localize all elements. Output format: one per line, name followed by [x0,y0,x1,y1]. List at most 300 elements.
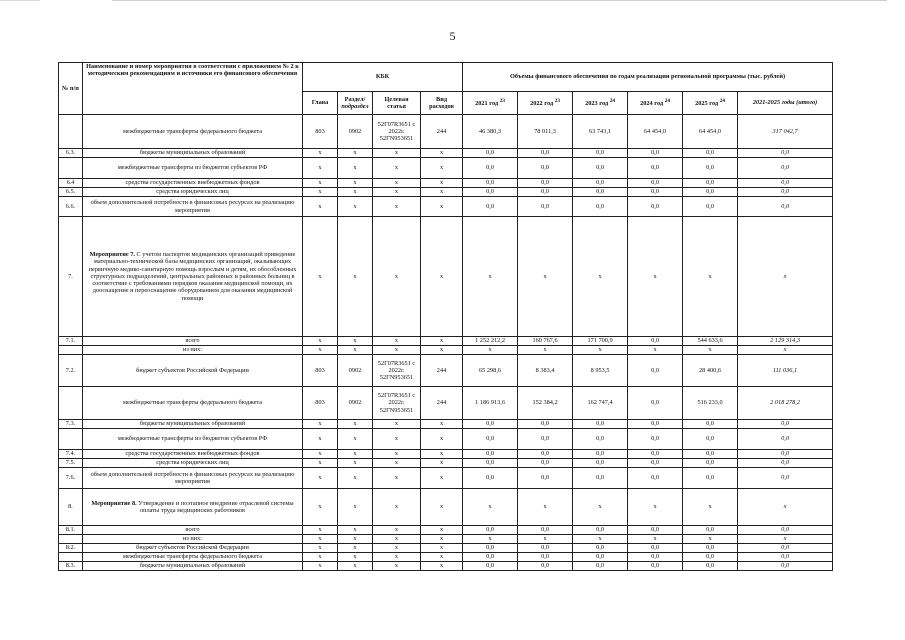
cell-y2021: x [463,346,518,355]
table-row [59,489,833,526]
row-name [83,217,303,337]
table-row [59,429,833,450]
cell-glava: x [303,459,338,468]
cell-y2023: 0,0 [573,450,628,459]
measure-title: Мероприятие 8. [91,499,137,507]
table-row [59,526,833,535]
row-name: средства юридических лиц [83,188,303,197]
cell-y2025: 0,0 [683,429,738,450]
table-row [59,355,833,387]
cell-y2025: 0,0 [683,459,738,468]
row-number: 7.4. [59,450,83,459]
cell-y2021: 0,0 [463,429,518,450]
cell-y2024: x [628,535,683,544]
header-kbk: КБК [303,63,463,92]
cell-vid: x [421,158,463,179]
table-row [59,459,833,468]
cell-y2025: x [683,489,738,526]
row-name [83,489,303,526]
top-border [112,0,887,1]
cell-vid: 244 [421,355,463,387]
cell-y2021: 1 252 212,2 [463,337,518,346]
cell-celevaya: 52Г07R3651 с 2022г. 52ГN953651 [373,355,421,387]
cell-y2024: x [628,346,683,355]
cell-celevaya: x [373,562,421,571]
cell-total: 0,0 [738,459,833,468]
cell-celevaya: x [373,197,421,217]
cell-y2022: 78 011,3 [518,115,573,149]
cell-y2022: 0,0 [518,149,573,158]
cell-y2023: 0,0 [573,553,628,562]
cell-y2022: 152 384,2 [518,387,573,420]
cell-y2023: 0,0 [573,429,628,450]
table-row [59,544,833,553]
row-name: межбюджетные трансферты федерального бюджета [83,115,303,149]
cell-y2023: 0,0 [573,158,628,179]
cell-y2025: 0,0 [683,197,738,217]
cell-total: 0,0 [738,179,833,188]
row-number [59,115,83,149]
cell-y2025: x [683,217,738,337]
cell-y2022: 0,0 [518,562,573,571]
cell-vid: x [421,526,463,535]
cell-total: 0,0 [738,197,833,217]
table-row [59,217,833,337]
table-row [59,149,833,158]
row-name: средства государственных внебюджетных фондов [83,179,303,188]
cell-vid: x [421,535,463,544]
cell-y2022: 0,0 [518,544,573,553]
cell-y2022: 0,0 [518,179,573,188]
cell-celevaya: x [373,526,421,535]
cell-glava: x [303,450,338,459]
row-name: бюджеты муниципальных образований [83,149,303,158]
measure-description: Утверждение и поэтапное внедрение отраслевой системы оплаты труда медицинских работников [136,499,294,514]
cell-glava: x [303,468,338,489]
cell-razdel: x [338,553,373,562]
cell-y2021: 0,0 [463,544,518,553]
header-2022 [518,92,573,115]
cell-total: 0,0 [738,544,833,553]
cell-y2023: 0,0 [573,526,628,535]
cell-y2021: 46 380,3 [463,115,518,149]
cell-y2022: 0,0 [518,420,573,429]
cell-total: 111 036,1 [738,355,833,387]
cell-glava: x [303,526,338,535]
cell-y2024: 0,0 [628,420,683,429]
cell-y2021: 1 186 913,6 [463,387,518,420]
row-name: объем дополнительной потребности в финансовых ресурсах на реализацию мероприятия [83,468,303,489]
cell-glava: 803 [303,355,338,387]
cell-celevaya: x [373,459,421,468]
cell-razdel: x [338,179,373,188]
cell-vid: x [421,553,463,562]
cell-razdel: x [338,562,373,571]
cell-y2023: x [573,535,628,544]
cell-y2022: 0,0 [518,197,573,217]
table-row [59,468,833,489]
cell-glava: x [303,179,338,188]
cell-total: x [738,489,833,526]
cell-y2024: x [628,489,683,526]
cell-total: x [738,535,833,544]
table-row [59,420,833,429]
cell-total: 0,0 [738,562,833,571]
cell-razdel: x [338,526,373,535]
row-number: 6.6. [59,197,83,217]
row-name: бюджеты муниципальных образований [83,562,303,571]
cell-y2023: x [573,346,628,355]
cell-y2022: 0,0 [518,526,573,535]
table-row [59,115,833,149]
cell-y2023: 0,0 [573,468,628,489]
cell-glava: 803 [303,387,338,420]
footnote-2024: 24 [664,98,670,105]
cell-y2024: 0,0 [628,149,683,158]
cell-y2023: 171 700,9 [573,337,628,346]
cell-razdel: x [338,188,373,197]
row-name: бюджет субъектов Российской Федерации [83,544,303,553]
cell-vid: x [421,544,463,553]
cell-celevaya: x [373,489,421,526]
cell-y2022: x [518,535,573,544]
header-name: Наименование и номер мероприятия в соответствии с приложением № 2 к методическим рекомендациям и источники его финансового обеспечения [83,63,303,115]
cell-y2025: 0,0 [683,544,738,553]
cell-razdel: x [338,450,373,459]
financing-table [58,62,833,571]
cell-y2021: 0,0 [463,149,518,158]
cell-y2025: 544 633,6 [683,337,738,346]
header-2023 [573,92,628,115]
cell-celevaya: x [373,158,421,179]
cell-glava: x [303,217,338,337]
footnote-2021: 23 [499,98,505,105]
cell-vid: x [421,188,463,197]
row-number: 6.4 [59,179,83,188]
row-name: межбюджетные трансферты из бюджетов субъектов РФ [83,429,303,450]
footnote-2022: 23 [554,98,560,105]
cell-y2022: 0,0 [518,450,573,459]
header-glava: Глава [303,92,338,115]
cell-y2023: 0,0 [573,188,628,197]
cell-y2024: 0,0 [628,429,683,450]
cell-razdel: x [338,346,373,355]
cell-y2025: x [683,535,738,544]
cell-y2025: 0,0 [683,188,738,197]
cell-celevaya: x [373,149,421,158]
cell-y2021: x [463,535,518,544]
cell-celevaya: x [373,179,421,188]
header-razdel [338,92,373,115]
header-2025-label: 2025 год [695,100,719,108]
cell-total: x [738,217,833,337]
cell-y2023: 0,0 [573,179,628,188]
cell-y2023: 0,0 [573,459,628,468]
cell-glava: x [303,544,338,553]
cell-y2024: x [628,217,683,337]
cell-total: 0,0 [738,429,833,450]
cell-y2022: 8 383,4 [518,355,573,387]
cell-glava: x [303,429,338,450]
cell-razdel: x [338,489,373,526]
row-number [59,429,83,450]
cell-y2025: 0,0 [683,468,738,489]
cell-razdel: x [338,217,373,337]
cell-y2025: 0,0 [683,553,738,562]
cell-y2025: 28 400,6 [683,355,738,387]
cell-y2022: x [518,489,573,526]
cell-glava: x [303,149,338,158]
cell-y2023: 0,0 [573,197,628,217]
cell-total: 2 129 314,3 [738,337,833,346]
page-number: 5 [449,29,456,43]
row-number [59,346,83,355]
cell-y2024: 0,0 [628,387,683,420]
row-name: всего [83,526,303,535]
cell-vid: x [421,337,463,346]
row-number: 7.2. [59,355,83,387]
cell-total: 0,0 [738,553,833,562]
cell-y2023: 0,0 [573,420,628,429]
cell-y2021: 0,0 [463,188,518,197]
row-name: средства юридических лиц [83,459,303,468]
cell-glava: x [303,562,338,571]
cell-y2022: 0,0 [518,158,573,179]
cell-razdel: x [338,535,373,544]
row-number: 7.1. [59,337,83,346]
cell-y2025: 0,0 [683,450,738,459]
cell-y2025: 0,0 [683,562,738,571]
cell-razdel: 0902 [338,115,373,149]
cell-celevaya: x [373,535,421,544]
cell-y2025: 64 454,0 [683,115,738,149]
cell-celevaya: x [373,188,421,197]
cell-razdel: x [338,420,373,429]
cell-y2024: 0,0 [628,355,683,387]
table-row [59,346,833,355]
cell-y2025: 0,0 [683,158,738,179]
cell-glava: x [303,420,338,429]
cell-total: 0,0 [738,149,833,158]
row-number: 8.3. [59,562,83,571]
cell-y2024: 0,0 [628,544,683,553]
cell-y2025: 516 233,0 [683,387,738,420]
cell-y2021: 0,0 [463,420,518,429]
cell-y2024: 0,0 [628,337,683,346]
header-2021 [463,92,518,115]
measure-title: Мероприятие 7. [89,250,135,258]
cell-y2024: 0,0 [628,553,683,562]
table-row [59,562,833,571]
cell-celevaya: 52Г07R3651 с 2022г. 52ГN953651 [373,387,421,420]
row-name: всего [83,337,303,346]
footnote-2023: 24 [609,98,615,105]
row-name: бюджет субъектов Российской Федерации [83,355,303,387]
table-row [59,158,833,179]
table-row [59,188,833,197]
cell-celevaya: x [373,346,421,355]
cell-y2021: 0,0 [463,459,518,468]
cell-total: 0,0 [738,158,833,179]
cell-total: 2 018 278,2 [738,387,833,420]
row-number: 8.2. [59,544,83,553]
table-row [59,337,833,346]
row-name: из них: [83,346,303,355]
header-razdel-line1: Раздел/ [344,95,366,103]
cell-y2022: x [518,217,573,337]
cell-y2021: 0,0 [463,197,518,217]
cell-y2024: 0,0 [628,188,683,197]
cell-total: 0,0 [738,450,833,459]
cell-vid: 244 [421,115,463,149]
cell-vid: x [421,346,463,355]
row-name: средства государственных внебюджетных фондов [83,450,303,459]
cell-y2021: x [463,217,518,337]
table-row [59,179,833,188]
cell-y2025: 0,0 [683,526,738,535]
row-name: бюджеты муниципальных образований [83,420,303,429]
cell-y2021: x [463,489,518,526]
cell-razdel: x [338,468,373,489]
cell-y2023: 8 953,5 [573,355,628,387]
cell-y2022: 0,0 [518,553,573,562]
cell-vid: x [421,429,463,450]
cell-vid: x [421,420,463,429]
cell-celevaya: x [373,544,421,553]
cell-celevaya: x [373,429,421,450]
cell-vid: x [421,468,463,489]
cell-y2021: 0,0 [463,179,518,188]
cell-y2025: 0,0 [683,179,738,188]
row-number: 7.6. [59,468,83,489]
cell-glava: x [303,346,338,355]
header-2023-label: 2023 год [585,100,609,108]
row-number [59,387,83,420]
cell-celevaya: x [373,450,421,459]
cell-razdel: 0902 [338,387,373,420]
cell-vid: 244 [421,387,463,420]
cell-glava: x [303,489,338,526]
table-row [59,387,833,420]
row-number: 7.5. [59,459,83,468]
cell-total: 0,0 [738,420,833,429]
cell-y2022: 160 767,6 [518,337,573,346]
cell-glava: x [303,553,338,562]
cell-vid: x [421,217,463,337]
cell-glava: x [303,197,338,217]
cell-y2022: 0,0 [518,429,573,450]
table-row [59,535,833,544]
cell-y2024: 0,0 [628,526,683,535]
cell-razdel: x [338,158,373,179]
cell-y2024: 0,0 [628,179,683,188]
row-name: межбюджетные трансферты федерального бюджета [83,553,303,562]
cell-y2021: 0,0 [463,553,518,562]
cell-y2021: 0,0 [463,158,518,179]
header-total: 2021-2025 годы (итого) [738,92,833,115]
cell-y2021: 0,0 [463,562,518,571]
cell-total: 0,0 [738,468,833,489]
cell-y2024: 0,0 [628,459,683,468]
cell-y2023: 0,0 [573,562,628,571]
row-number: 6.5. [59,188,83,197]
cell-celevaya: 52Г07R3651 с 2022г. 52ГN953651 [373,115,421,149]
cell-vid: x [421,197,463,217]
cell-y2024: 0,0 [628,450,683,459]
cell-y2023: 0,0 [573,544,628,553]
cell-celevaya: x [373,553,421,562]
row-number [59,553,83,562]
cell-razdel: x [338,197,373,217]
row-number [59,158,83,179]
cell-glava: x [303,158,338,179]
cell-y2025: 0,0 [683,420,738,429]
cell-razdel: x [338,459,373,468]
row-number: 6.3. [59,149,83,158]
measure-description: С учетом паспортов медицинских организаций приведение материально-технической базы медицинских организаций, оказывающих первичную медико-санитарную помощь взрослым и детям, их обособленных структурных подразделений, центральных районных и районных больниц в соответствие с требованиями порядков оказания медицинской помощи, их дооснащение и переоснащение оборудованием для оказания медицинской помощи [88,250,297,302]
header-razdel-line2: подраздел [341,103,369,110]
header-funding: Объемы финансового обеспечения по годам реализации региональной программы (тыс. рублей) [463,63,833,92]
cell-y2021: 0,0 [463,526,518,535]
table-body [59,115,833,571]
cell-glava: x [303,337,338,346]
cell-y2022: x [518,346,573,355]
row-number [59,535,83,544]
header-2024-label: 2024 год [640,100,664,108]
footnote-2025: 24 [719,98,725,105]
header-2024 [628,92,683,115]
cell-razdel: x [338,544,373,553]
cell-y2023: 162 747,4 [573,387,628,420]
cell-y2021: 65 298,6 [463,355,518,387]
cell-razdel: 0902 [338,355,373,387]
cell-celevaya: x [373,468,421,489]
cell-vid: x [421,489,463,526]
cell-y2021: 0,0 [463,468,518,489]
table-row [59,450,833,459]
cell-razdel: x [338,149,373,158]
cell-glava: x [303,188,338,197]
row-number: 8. [59,489,83,526]
cell-y2024: 0,0 [628,562,683,571]
row-name: межбюджетные трансферты из бюджетов субъектов РФ [83,158,303,179]
cell-y2021: 0,0 [463,450,518,459]
header-2022-label: 2022 год [530,100,554,108]
top-border-left [0,0,40,1]
cell-y2023: 63 743,1 [573,115,628,149]
cell-y2022: 0,0 [518,188,573,197]
cell-vid: x [421,450,463,459]
cell-celevaya: x [373,420,421,429]
cell-y2025: 0,0 [683,149,738,158]
row-number: 7.3. [59,420,83,429]
header-2025 [683,92,738,115]
cell-glava: 803 [303,115,338,149]
row-number: 8.1. [59,526,83,535]
cell-total: 0,0 [738,188,833,197]
cell-y2024: 0,0 [628,158,683,179]
cell-y2024: 64 454,0 [628,115,683,149]
cell-y2024: 0,0 [628,197,683,217]
cell-y2022: 0,0 [518,468,573,489]
cell-vid: x [421,562,463,571]
cell-y2023: x [573,489,628,526]
cell-y2023: x [573,217,628,337]
row-name: объем дополнительной потребности в финансовых ресурсах на реализацию мероприятия [83,197,303,217]
table-row [59,553,833,562]
header-2021-label: 2021 год [475,100,499,108]
header-vid: Вид расходов [421,92,463,115]
